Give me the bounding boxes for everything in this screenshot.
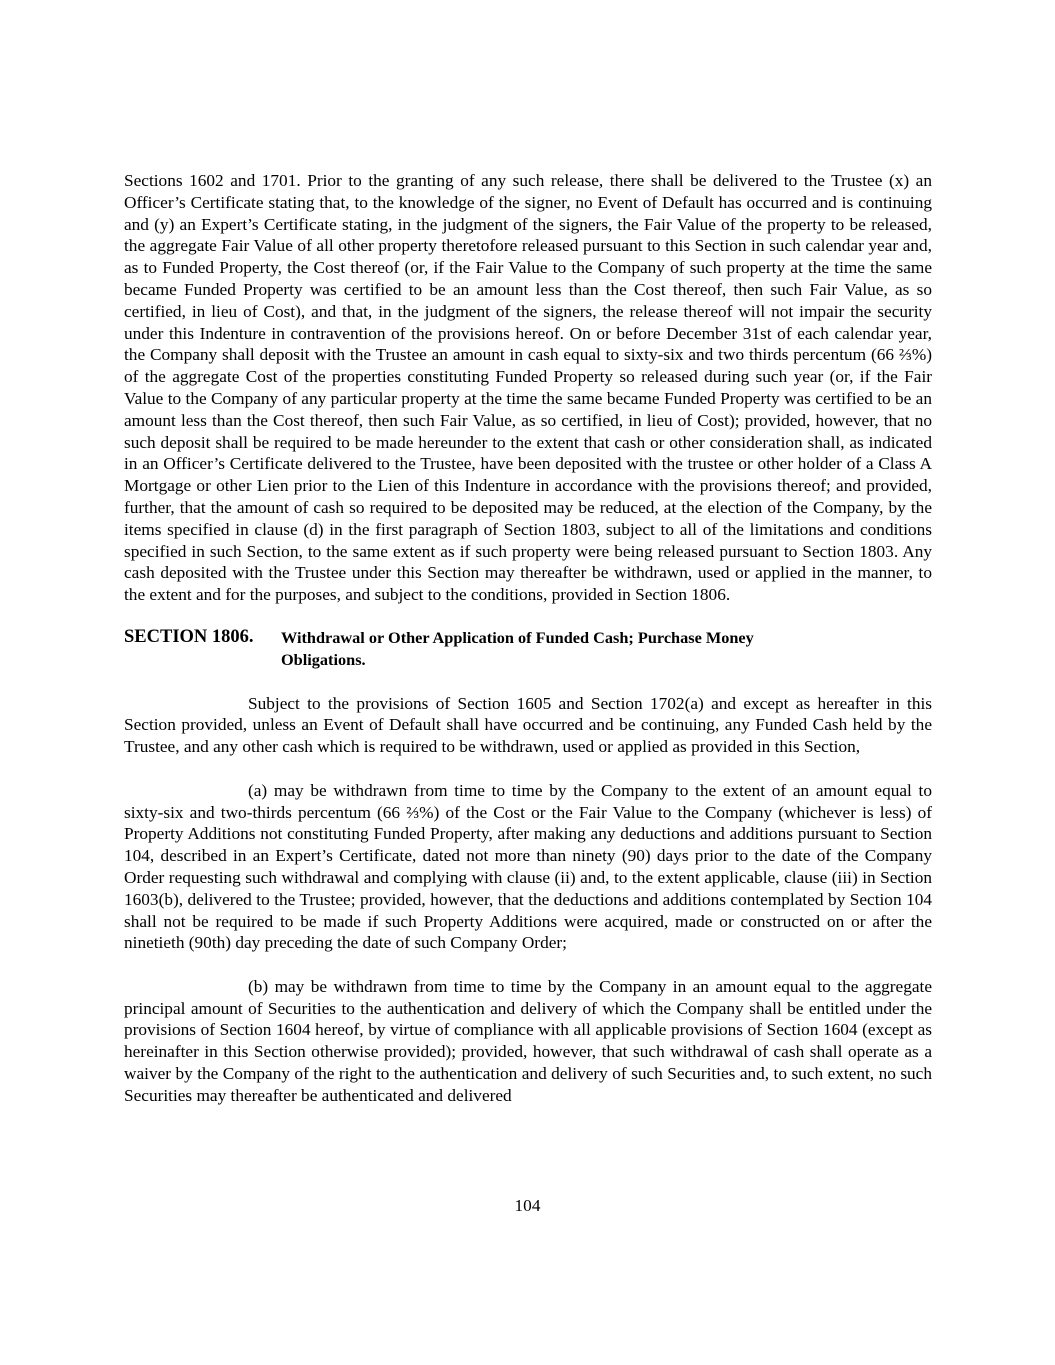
- document-page: [124, 170, 932, 1107]
- intro-paragraph: Subject to the provisions of Section 1605 and Section 1702(a) and except as hereafter in this Section provided, unless an Event of Default shall have occurred and be continuing, any Funded Cash held by the Trustee, and any other cash which is required to be withdrawn, used or applied as provided in this Section,: [124, 693, 932, 757]
- clause-a-paragraph: (a) may be withdrawn from time to time by the Company to the extent of an amount equal to sixty-six and two-thirds percentum (66 ⅔%) of the Cost or the Fair Value to the Company (whichever is less) of Property Additions not constituting Funded Property, after making any deductions and additions pursuant to Section 104, described in an Expert’s Certificate, dated not more than ninety (90) days prior to the date of the Company Order requesting such withdrawal and complying with clause (ii) and, to the extent applicable, clause (iii) in Section 1603(b), delivered to the Trustee; provided, however, that the deductions and additions contemplated by Section 104 shall not be required to be made if such Property Additions were acquired, made or constructed on or after the ninetieth (90th) day preceding the date of such Company Order;: [124, 780, 932, 953]
- section-title: Withdrawal or Other Application of Funded Cash; Purchase Money Obligations.: [281, 627, 754, 669]
- continuation-paragraph: Sections 1602 and 1701. Prior to the granting of any such release, there shall be delivered to the Trustee (x) an Officer’s Certificate stating that, to the knowledge of the signer, no Event of Default has occurred and is continuing and (y) an Expert’s Certificate stating, in the judgment of the signers, the Fair Value of the property to be released, the aggregate Fair Value of all other property theretofore released pursuant to this Section in such calendar year and, as to Funded Property, the Cost thereof (or, if the Fair Value to the Company of such property at the time the same became Funded Property was certified to be an amount less than the Cost thereof, then such Fair Value, as so certified, in lieu of Cost), and that, in the judgment of the signers, the release thereof will not impair the security under this Indenture in contravention of the provisions hereof. On or before December 31st of each calendar year, the Company shall deposit with the Trustee an amount in cash equal to sixty-six and two thirds percentum (66 ⅔%) of the aggregate Cost of the properties constituting Funded Property so released during such year (or, if the Fair Value to the Company of any particular property at the time the same became Funded Property was certified to be an amount less than the Cost thereof, then such Fair Value, as so certified, in lieu of Cost); provided, however, that no such deposit shall be required to be made hereunder to the extent that cash or other consideration shall, as indicated in an Officer’s Certificate delivered to the Trustee, have been deposited with the trustee or other holder of a Class A Mortgage or other Lien prior to the Lien of this Indenture in accordance with the provisions thereof; and provided, further, that the amount of cash so required to be deposited may be reduced, at the election of the Company, by the items specified in clause (d) in the first paragraph of Section 1803, subject to all of the limitations and conditions specified in such Section, to the same extent as if such property were being released pursuant to Section 1803. Any cash deposited with the Trustee under this Section may thereafter be withdrawn, used or applied in the manner, to the extent and for the purposes, and subject to the conditions, provided in Section 1806.: [124, 171, 932, 605]
- page-number: 104: [514, 1196, 541, 1215]
- section-heading: [124, 627, 932, 671]
- clause-b-paragraph: (b) may be withdrawn from time to time by the Company in an amount equal to the aggregate principal amount of Securities to the authentication and delivery of which the Company shall be entitled under the provisions of Section 1604 hereof, by virtue of compliance with all applicable provisions of Section 1604 (except as hereinafter in this Section otherwise provided); provided, however, that such withdrawal of cash shall operate as a waiver by the Company of the right to the authentication and delivery of such Securities and, to such extent, no such Securities may thereafter be authenticated and delivered: [124, 976, 932, 1105]
- section-number: SECTION 1806.: [124, 626, 254, 647]
